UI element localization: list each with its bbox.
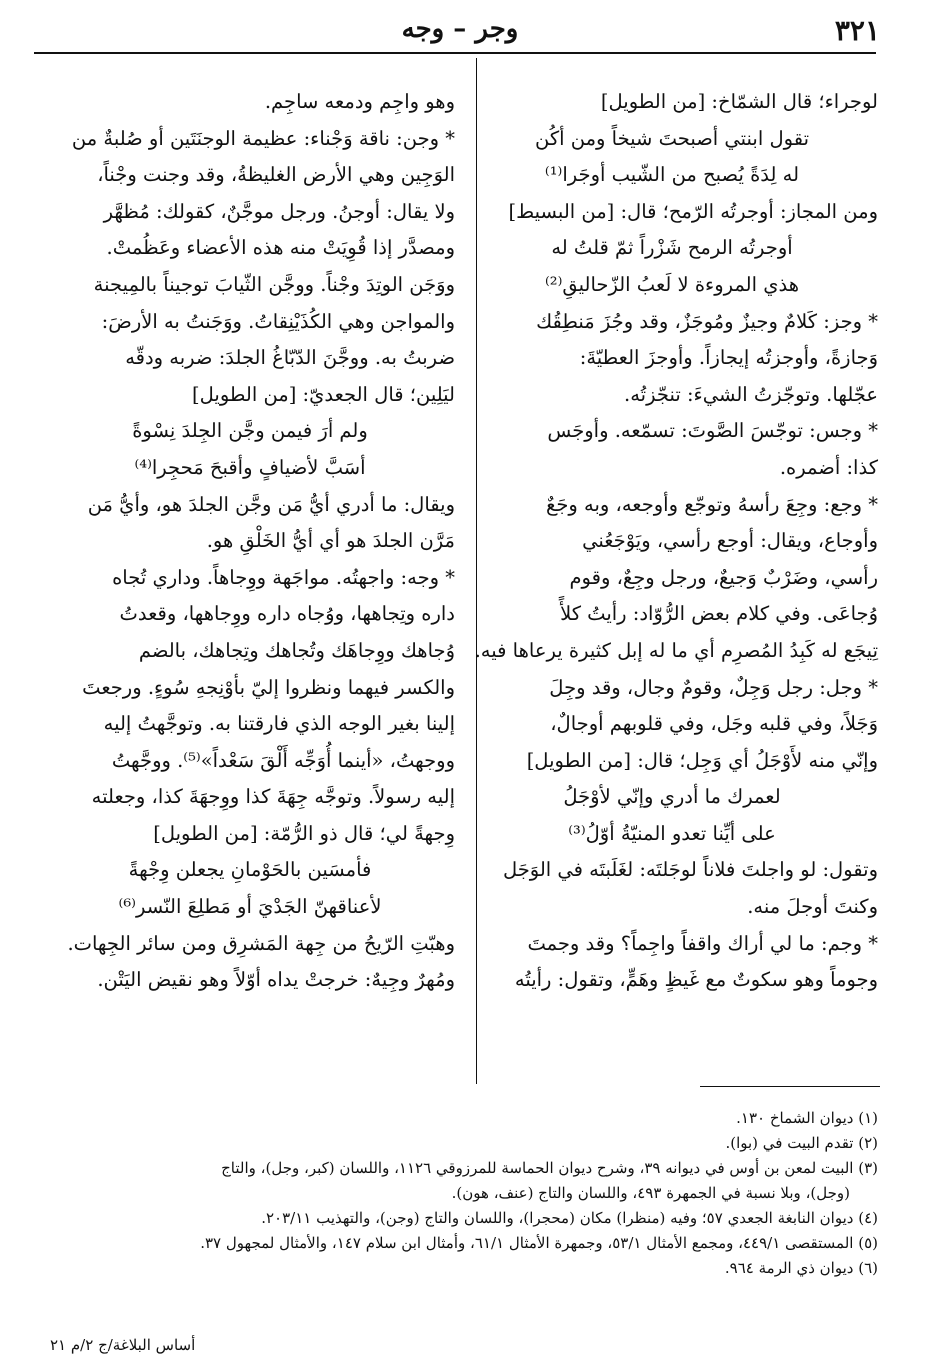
verse-line: تقول ابنتي أصبحتَ شيخاً ومن أكُن: [535, 126, 809, 150]
right-column: [466, 84, 878, 999]
verse-line: هذي المروءة لا لَعبُ الزّحاليقِ⁽²⁾: [544, 272, 799, 296]
text-line: وإنّي منه لأَوْجَلُ أي وَجِل؛ قال: [من الطويل]: [526, 748, 878, 772]
page-number: ٣٢١: [834, 14, 880, 47]
footnote: (١) ديوان الشماخ ١٣٠.: [736, 1109, 878, 1127]
header-rule: [34, 52, 876, 54]
text-line: وَجَلاً، وفي قلبه وجَل، وفي قلوبهم أوجالٌ،: [550, 712, 878, 736]
footnote-rule: [700, 1086, 880, 1087]
footnote: (٦) ديوان ذي الرمة ٩٦٤.: [724, 1259, 878, 1277]
verse-line: لعمرك ما أدري وإنّي لأوْجَلُ: [563, 785, 781, 809]
text-line: عجّلها. وتوجّزتُ الشيءَ: تنجّزتُه.: [624, 382, 878, 406]
text-line: ولا يقال: أوجنُ. ورجل موجَّنٌ، كقولك: مُظهَّر: [103, 199, 455, 223]
entry-line: * وجس: توجّسَ الصَّوتَ: تسمّعه. وأوجَس: [547, 419, 878, 443]
text-line: رأسي، وضَرْبٌ وَجيعٌ، ورجل وجِعٌ، وقوم: [569, 565, 878, 589]
entry-line: * وجل: رجل وَجِلٌ، وقومٌ وجال، وقد وجِلَ: [549, 675, 878, 699]
text-line: ضربتُ به. ووجَّنَ الدّبّاغُ الجلدَ: ضربه ودقّه: [125, 346, 455, 370]
text-line: وتقول: لو واجلتَ فلاناً لوجَلتَه: لغَلَبتَه في الوَجَل: [502, 858, 878, 882]
verse-line: له لِدَةً يُصبح من الشّيب أوجَرا⁽¹⁾: [544, 163, 800, 187]
text-line: والمواجن وهي الكُذَيْنِقاتُ. ووَجَنتُ به الأرضَ:: [101, 309, 455, 333]
footnote: (وجل)، وبلا نسبة في الجمهرة ٤٩٣، واللسان والتاج (عنف، هون).: [451, 1184, 850, 1202]
verse-line: فأمسَين بالحَوْمانِ يجعلن وِجْهةً: [128, 858, 372, 882]
text-line: الوَجِين وهي الأرض الغليظةُ، وقد وجنت وجْناً،: [97, 163, 455, 187]
text-line: ويقال: ما أدري أيُّ مَن وجَّن الجلدَ هو، وأيُّ مَن: [87, 492, 455, 516]
text-line: ليَلِين؛ قال الجعديّ: [من الطويل]: [192, 382, 455, 406]
verse-line: أسَبَّ لأضيافٍ وأقبحَ مَحجِرا⁽⁴⁾: [134, 455, 366, 479]
text-line: وُجاهك ووِجاهَك وتُجاهك وتِجاهك، بالضم: [138, 638, 455, 662]
text-line: ومن المجاز: أوجرتُه الرّمح؛ قال: [من البسيط]: [508, 199, 878, 223]
text-line: وجوماً وهو سكوتٌ مع غَيظٍ وهَمٍّ، وتقول: رأيتُه: [514, 968, 878, 992]
footnote: (٤) ديوان النابغة الجعدي ٥٧؛ وفيه (منظرا) مكان (محجرا)، واللسان والتاج (وجن)، والتهذيب ٢٠٣/١١.: [261, 1209, 878, 1227]
text-line: تِيجَع له كَبِدُ المُصرِم أي ما له إبل كثيرة يرعاها فيه.: [474, 638, 878, 662]
entry-line: * وجن: ناقة وَجْناء: عظيمة الوجنَتَين أو صُلبةٌ من: [71, 126, 455, 150]
verse-line: على أيِّنا تعدو المنيّةُ أوّلُ⁽³⁾: [568, 821, 776, 845]
text-line: وهبّتِ الرّيحُ من جِهة المَشرِق ومن سائر الجِهات.: [67, 931, 455, 955]
footnotes: [48, 1106, 878, 1281]
text-line: وهو واجِم ودمعه ساجِم.: [264, 90, 455, 113]
text-line: مَرَّن الجلدَ هو أي أيُّ الخَلْقِ هو.: [206, 529, 455, 553]
page-header: [40, 8, 880, 56]
column-divider: [476, 58, 477, 1084]
entry-line: * وجع: وجِعَ رأسهُ وتوجّع وأوجعه، وبه وجَعٌ: [546, 492, 878, 516]
text-line: وكنتَ أوجلَ منه.: [747, 895, 878, 919]
text-line: لوجراء؛ قال الشمّاخ: [من الطويل]: [600, 90, 878, 113]
text-line: إليه رسولاً. وتوجَّه جِهَةَ كذا ووِجهَةَ كذا، وجعلته: [91, 785, 455, 809]
text-line: ومصدَّر إذا قُوِيَتْ منه هذه الأعضاء وعَظُمتْ.: [106, 236, 455, 260]
text-line: وِجهةً لي؛ قال ذو الرُّمّة: [من الطويل]: [153, 821, 455, 845]
verse-line: ولم أرَ فيمن وجَّن الجِلدَ نِسْوةً: [132, 419, 368, 443]
text-line: ووَجَن الوتِدَ وجْناً. ووجَّن الثّيابَ توجيناً بالمِيجنة: [93, 272, 455, 296]
text-line: ومُهرٌ وجِيهٌ: خرجتْ يداه أوّلاً وهو نقيض اليَتْن.: [97, 968, 455, 992]
verse-line: أوجرتُه الرمح شَزْراً ثمّ قلتُ له: [551, 236, 793, 260]
text-line: وَجازةً، وأوجزتُه إيجازاً. وأوجزَ العطيّةَ:: [579, 346, 878, 370]
footnote: (٥) المستقصى ٤٤٩/١، ومجمع الأمثال ٥٣/١، وجمهرة الأمثال ٦١/١، وأمثال ابن سلام ١٤٧، والأمثال لمجهول ٣٧.: [200, 1234, 878, 1252]
left-column: [45, 84, 455, 999]
text-line: والكسر فيهما ونظروا إليّ بأوْنِجهِ سُوءٍ. ورجعتَ: [82, 675, 455, 699]
text-line: وأوجاع، ويقال: أوجع رأسي، ويَوْجَعُني: [582, 529, 878, 553]
text-line: إلينا بغير الوجه الذي فارقتنا به. وتوجَّهتُ إليه: [103, 712, 455, 736]
verse-line: لأعناقهنّ الجَدْيَ أو مَطلِعَ النّسر⁽⁶⁾: [118, 895, 382, 919]
entry-line: * وجه: واجهتُه. مواجَهة ووِجاهاً. وداري تُجاه: [112, 565, 455, 589]
text-line: وُجاعَى. وفي كلام بعض الرُّوّاد: رأيتُ كلأً: [560, 602, 878, 626]
text-line: ووجهتُ، «أينما أُوَجِّه أَلْقَ سَعْداً»⁽⁵⁾. ووجَّهتُ: [111, 748, 455, 772]
running-title: وجر – وجه: [401, 14, 519, 44]
text-line: كذا: أضمره.: [779, 455, 878, 479]
footnote: (٣) البيت لمعن بن أوس في ديوانه ٣٩، وشرح ديوان الحماسة للمرزوقي ١١٢٦، واللسان (كبر، وجل)، والتاج: [221, 1159, 878, 1177]
text-line: داره وتِجاهها، ووُجاه داره ووِجاهها، وقعدتُ: [119, 602, 455, 626]
entry-line: * وجم: ما لي أراك واقفاً واجِماً؟ وقد وجمتَ: [527, 931, 878, 955]
footnote: (٢) تقدم البيت في (بوا).: [725, 1134, 878, 1152]
printer-signature: أساس البلاغة/ج ٢/م ٢١: [50, 1336, 196, 1354]
entry-line: * وجز: كَلامٌ وجيزٌ ومُوجَزٌ، وقد وجُزَ مَنطِقُك: [536, 309, 878, 333]
